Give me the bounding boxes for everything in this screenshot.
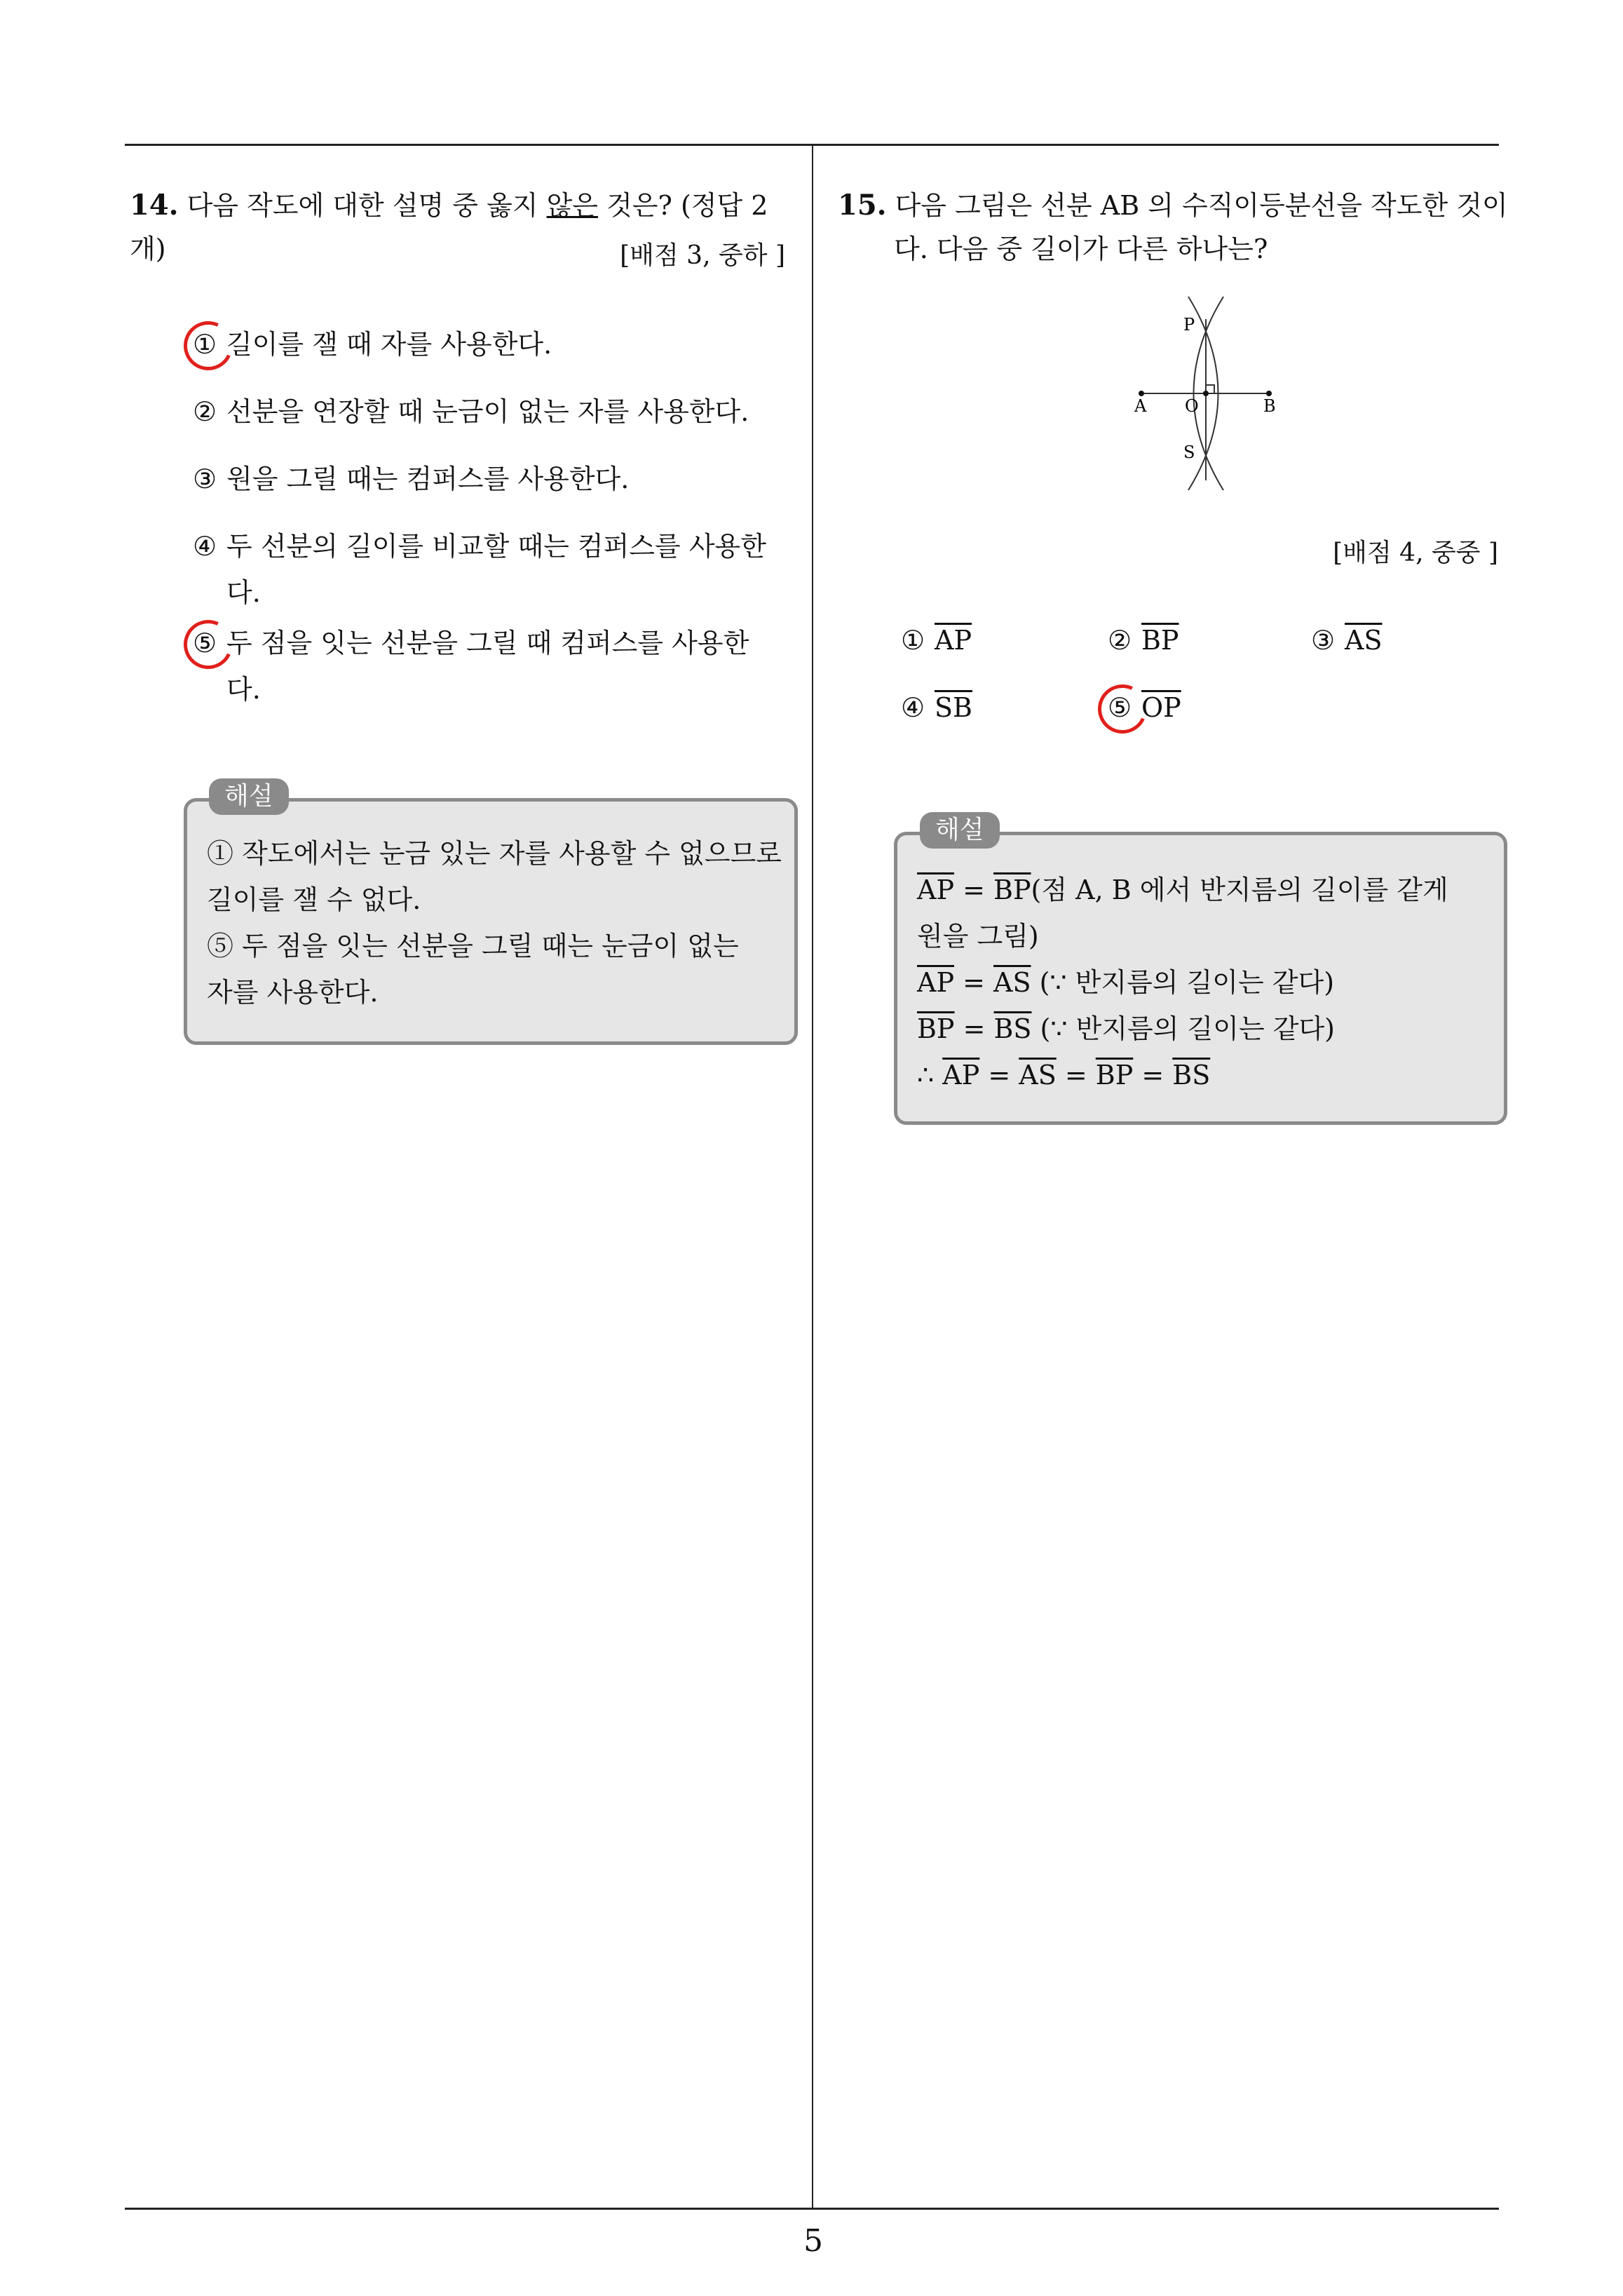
q14-choice-4[interactable] — [193, 523, 766, 616]
q15-choice-2-mark: ② — [1108, 625, 1132, 656]
q15-choice-1-mark: ① — [901, 625, 925, 656]
q14-choice-1[interactable] — [193, 321, 552, 367]
q15-text: 다음 그림은 선분 AB 의 수직이등분선을 작도한 것이 — [895, 190, 1508, 221]
q15-explanation-line-1: $\overline{AP} = \overline{BP}$(점 A, B 에서 반지름의 길이를 같게 — [917, 874, 1448, 905]
q15-choice-2-segment: $\overline{BP}$ — [1141, 625, 1179, 656]
q14-score: [배점 3, 중하 ] — [620, 241, 785, 270]
page-number: 5 — [803, 2223, 823, 2259]
label-o: O — [1185, 396, 1199, 416]
label-p: P — [1183, 315, 1195, 335]
q15-explanation-tag: 해설 — [920, 812, 1000, 849]
point-b — [1266, 391, 1272, 396]
label-s: S — [1183, 443, 1195, 462]
q14-explanation-line-2: 길이를 잴 수 없다. — [207, 884, 421, 915]
q15-choice-5-mark: ⑤ — [1108, 692, 1132, 723]
bottom-rule — [125, 2208, 1499, 2210]
q14-explanation-line-1: ① 작도에서는 눈금 있는 자를 사용할 수 없으므로 — [207, 838, 782, 869]
q14-choice-4-text-cont: 다. — [226, 577, 261, 608]
q14-number: 14. — [130, 189, 179, 222]
q15-choice-3-segment: $\overline{AS}$ — [1345, 625, 1383, 656]
q15-number: 15. — [838, 189, 887, 222]
q15-score: [배점 4, 중중 ] — [1333, 539, 1498, 567]
q14-choice-4-text: 두 선분의 길이를 비교할 때는 컴퍼스를 사용한 — [226, 531, 766, 562]
q14-explanation-line-4: 자를 사용한다. — [207, 977, 379, 1008]
q14-choice-5-text-cont: 다. — [226, 674, 261, 705]
label-a: A — [1134, 396, 1147, 416]
q15-choice-4-mark: ④ — [901, 692, 925, 723]
q14-explanation-text — [207, 830, 782, 1015]
q15-explanation-line-4: $\overline{BP} = \overline{BS}$ (∵ 반지름의 길이는 같다) — [917, 1013, 1335, 1044]
label-b: B — [1263, 396, 1276, 416]
q15-explanation-line-2: 원을 그림) — [917, 921, 1039, 952]
point-o — [1203, 391, 1209, 396]
q14-choice-3[interactable] — [193, 456, 629, 502]
q15-text-cont: 다. 다음 중 길이가 다른 하나는? — [894, 234, 1268, 264]
q15-explanation-line-3: $\overline{AP} = \overline{AS}$ (∵ 반지름의 길이는 같다) — [917, 967, 1335, 998]
q14-explanation-tag: 해설 — [209, 778, 289, 815]
q14-text-end: 것은? (정답 2개) — [130, 190, 768, 264]
q15-choice-2[interactable] — [1108, 617, 1179, 663]
q14-underlined: 않은 — [546, 190, 598, 221]
q15-choice-4-segment: $\overline{SB}$ — [935, 692, 972, 723]
q14-choice-2[interactable] — [193, 389, 749, 435]
q14-choice-5-mark: ⑤ — [193, 628, 217, 659]
q15-choice-1-segment: $\overline{AP}$ — [935, 625, 972, 656]
q14-choice-1-text: 길이를 잴 때 자를 사용한다. — [226, 329, 552, 360]
q15-choice-1[interactable] — [901, 617, 972, 663]
q14-choice-3-mark: ③ — [193, 464, 217, 494]
q14-choice-5[interactable] — [193, 620, 749, 713]
q15-explanation-line-5: ∴ $\overline{AP} = \overline{AS} = \overline{BP} = \overline{BS}$ — [917, 1060, 1211, 1090]
column-divider — [812, 144, 813, 2209]
q14-choice-3-text: 원을 그릴 때는 컴퍼스를 사용한다. — [226, 464, 630, 494]
q14-choice-4-mark: ④ — [193, 531, 217, 562]
q15-choice-3-mark: ③ — [1311, 625, 1336, 656]
point-a — [1139, 391, 1144, 396]
q15-stem — [838, 184, 1511, 271]
q14-choice-1-mark: ① — [193, 329, 217, 360]
q14-text: 다음 작도에 대한 설명 중 옳지 — [186, 190, 547, 221]
q14-choice-2-text: 선분을 연장할 때 눈금이 없는 자를 사용한다. — [226, 396, 749, 427]
q14-choice-5-text: 두 점을 잇는 선분을 그릴 때 컴퍼스를 사용한 — [226, 628, 749, 659]
q14-choice-2-mark: ② — [193, 396, 217, 427]
q14-explanation-line-3: ⑤ 두 점을 잇는 선분을 그릴 때는 눈금이 없는 — [207, 931, 739, 961]
q15-choice-4[interactable] — [901, 684, 972, 731]
q15-choice-3[interactable] — [1311, 617, 1382, 663]
perpendicular-bisector-figure — [1108, 291, 1297, 494]
q15-explanation-text — [917, 867, 1492, 1098]
q15-choice-5-segment: $\overline{OP}$ — [1141, 692, 1181, 723]
